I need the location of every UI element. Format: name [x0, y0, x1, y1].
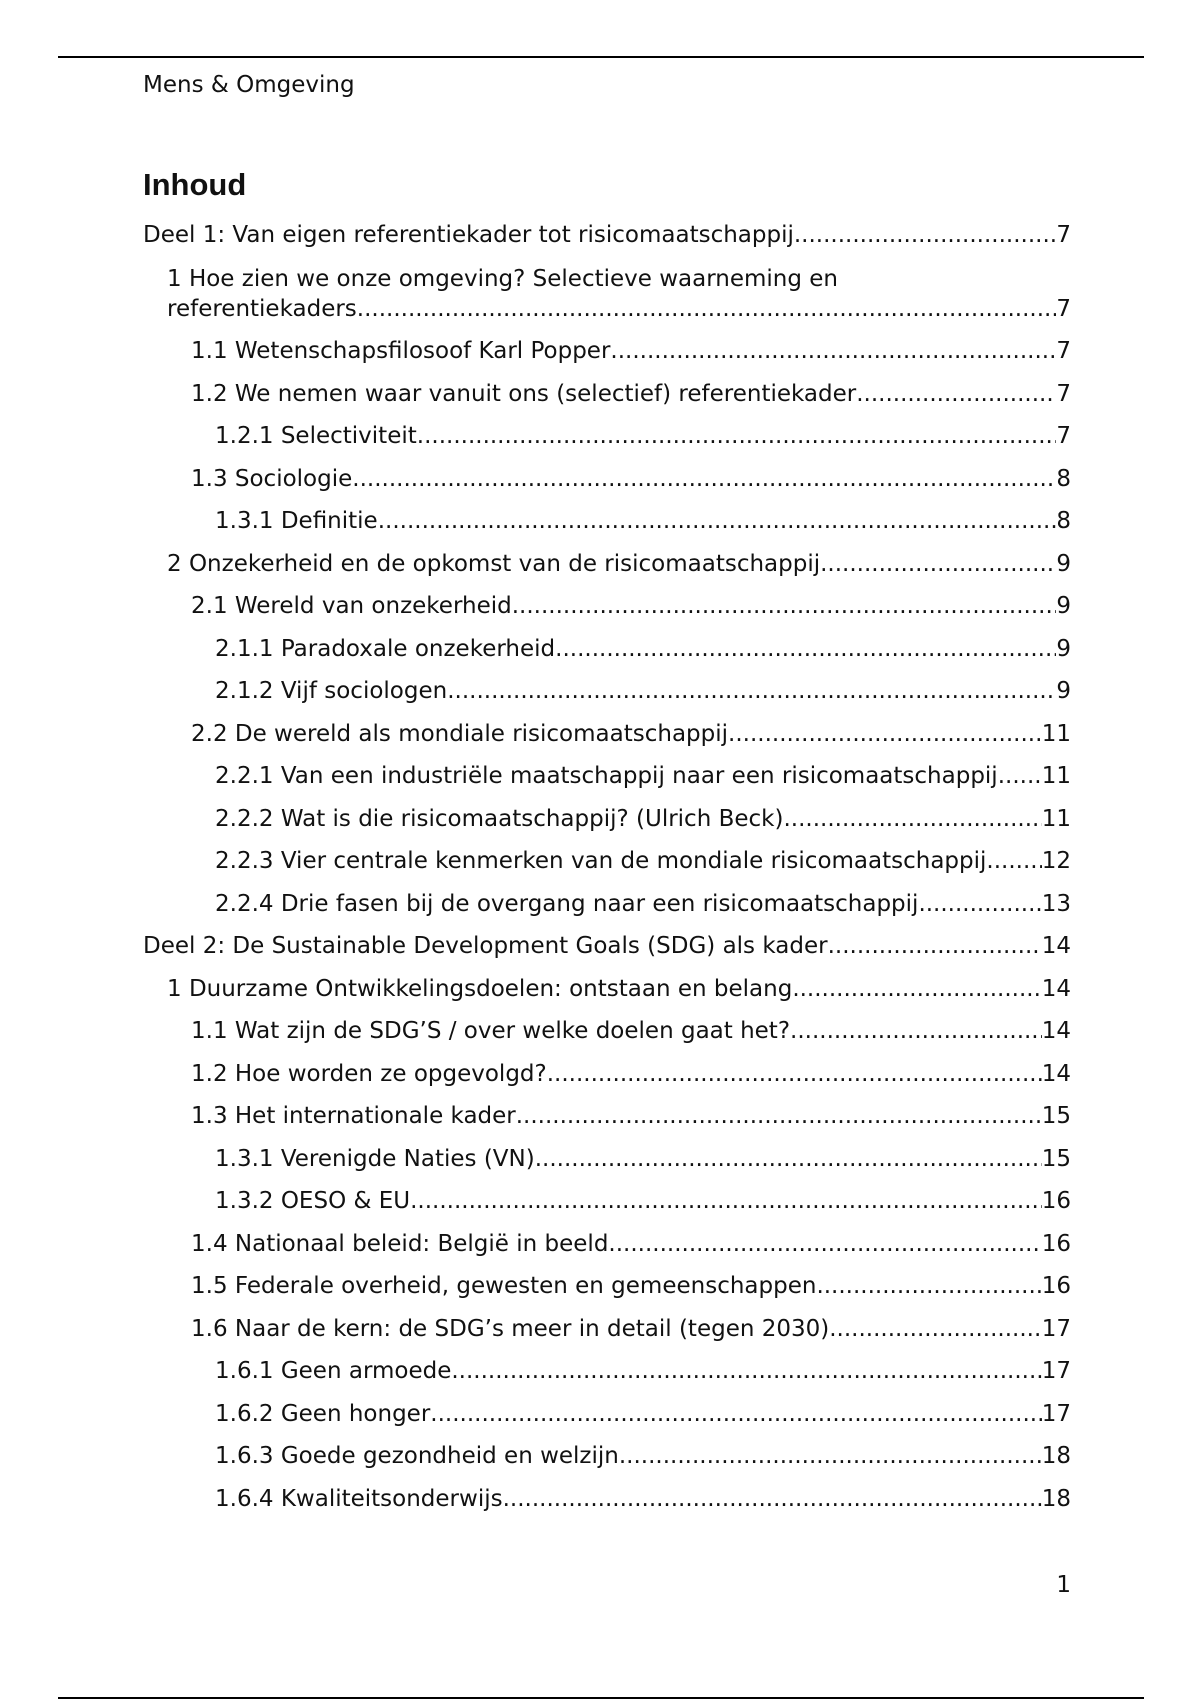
toc-dot-leader — [820, 549, 1056, 579]
toc-entry[interactable] — [143, 973, 1071, 1016]
toc-entry[interactable] — [143, 803, 1071, 846]
toc-entry[interactable] — [143, 1398, 1071, 1441]
toc-entry-text: 1.6.3 Goede gezondheid en welzijn — [215, 1443, 619, 1469]
toc-entry-page: 9 — [1056, 678, 1071, 704]
footer-rule — [58, 1697, 1144, 1699]
toc-entry[interactable] — [143, 846, 1071, 889]
toc-entry[interactable] — [143, 888, 1071, 931]
toc-dot-leader — [516, 1101, 1042, 1131]
toc-entry-page: 7 — [1056, 423, 1071, 449]
toc-entry-text: 1.6 Naar de kern: de SDG’s meer in detail (tegen 2030) — [191, 1315, 830, 1342]
toc-entry-page: 14 — [1041, 975, 1071, 1002]
toc-entry-text: 1.6.2 Geen honger — [215, 1400, 431, 1427]
toc-entry-page: 16 — [1041, 1188, 1071, 1214]
header-rule — [58, 56, 1144, 58]
toc-entry-text: 1.3 Het internationale kader — [191, 1103, 516, 1129]
toc-entry-page: 12 — [1041, 848, 1071, 874]
toc-entry[interactable] — [143, 219, 1071, 262]
toc-entry-text: 1.2 Hoe worden ze opgevolgd? — [191, 1060, 547, 1087]
toc-entry[interactable] — [143, 1356, 1071, 1399]
toc-entry[interactable] — [143, 1058, 1071, 1101]
toc-entry-text: 1.2 We nemen waar vanuit ons (selectief) referentiekader — [191, 380, 857, 407]
toc-dot-leader — [610, 336, 1056, 366]
toc-entry-page: 9 — [1056, 550, 1071, 577]
toc-entry[interactable] — [143, 463, 1071, 506]
toc-entry-page: 16 — [1041, 1273, 1071, 1299]
toc-entry-text: 1.5 Federale overheid, gewesten en gemeenschappen — [191, 1273, 817, 1299]
toc-entry[interactable] — [143, 591, 1071, 634]
toc-entry-page: 15 — [1041, 1103, 1071, 1129]
toc-entry[interactable] — [143, 1271, 1071, 1314]
toc-entry-page: 7 — [1056, 221, 1071, 248]
toc-entry-page: 16 — [1041, 1230, 1071, 1257]
toc-dot-leader — [535, 1144, 1042, 1174]
toc-dot-leader — [918, 889, 1041, 919]
toc-entry-text: 1.4 Nationaal beleid: België in beeld — [191, 1230, 609, 1257]
toc-entry-text: 1.3.2 OESO & EU — [215, 1188, 411, 1214]
toc-dot-leader — [430, 1399, 1041, 1429]
toc-entry-page: 7 — [1056, 295, 1071, 322]
toc-entry[interactable] — [143, 506, 1071, 549]
toc-entry-text: 2.1.2 Vijf sociologen — [215, 678, 448, 704]
toc-entry[interactable] — [143, 1483, 1071, 1526]
toc-entry-page: 14 — [1041, 933, 1071, 959]
toc-dot-leader — [998, 761, 1042, 791]
toc-dot-leader — [829, 1314, 1041, 1344]
toc-dot-leader — [994, 846, 1042, 876]
toc-entry[interactable] — [143, 1441, 1071, 1484]
toc-entry[interactable] — [143, 676, 1071, 719]
toc-entry-text: 2.1.1 Paradoxale onzekerheid — [215, 635, 556, 662]
toc-dot-leader — [352, 464, 1056, 494]
toc-entry-text-continued: referentiekaders — [167, 295, 357, 322]
toc-entry[interactable] — [143, 1143, 1071, 1186]
toc-dot-leader — [794, 220, 1056, 250]
toc-entry-page: 11 — [1041, 763, 1071, 789]
toc-dot-leader — [378, 506, 1057, 536]
toc-entry[interactable] — [143, 931, 1071, 974]
toc-entry[interactable] — [143, 336, 1071, 379]
toc-dot-leader — [447, 676, 1056, 706]
toc-dot-leader — [816, 1271, 1041, 1301]
toc-dot-leader — [608, 1229, 1041, 1259]
toc-entry[interactable] — [143, 378, 1071, 421]
toc-entry[interactable] — [143, 1101, 1071, 1144]
toc-dot-leader — [451, 1356, 1041, 1386]
toc-entry-page: 17 — [1041, 1358, 1071, 1384]
toc-dot-leader — [417, 421, 1057, 451]
toc-dot-leader — [856, 379, 1056, 409]
toc-entry[interactable] — [143, 548, 1071, 591]
toc-entry-text: 2.2 De wereld als mondiale risicomaatschappij — [191, 720, 729, 747]
toc-entry-page: 13 — [1041, 890, 1071, 917]
toc-entry[interactable] — [143, 1313, 1071, 1356]
toc-entry-page: 17 — [1041, 1315, 1071, 1342]
toc-entry[interactable] — [143, 421, 1071, 464]
toc-entry-page: 7 — [1056, 380, 1071, 407]
toc-entry[interactable] — [143, 262, 1071, 336]
toc-entry-page: 15 — [1041, 1145, 1071, 1172]
toc-dot-leader — [357, 294, 1057, 324]
toc-entry[interactable] — [143, 1186, 1071, 1229]
document-header-title: Mens & Omgeving — [143, 72, 355, 98]
toc-entry-page: 11 — [1041, 805, 1071, 832]
toc-entry-text: 2 Onzekerheid en de opkomst van de risicomaatschappij — [167, 550, 821, 577]
toc-entry[interactable] — [143, 1228, 1071, 1271]
toc-entry-page: 9 — [1056, 593, 1071, 619]
toc-entry-line — [167, 294, 1071, 324]
toc-entry-text: 1.1 Wetenschapsfilosoof Karl Popper — [191, 338, 611, 364]
toc-entry-text: 2.2.3 Vier centrale kenmerken van de mondiale risicomaatschappij. — [215, 848, 994, 874]
toc-dot-leader — [783, 804, 1041, 834]
toc-entry-page: 18 — [1041, 1485, 1071, 1512]
page-number: 1 — [1056, 1572, 1071, 1598]
toc-entry-text: 1 Hoe zien we onze omgeving? Selectieve waarneming en — [167, 265, 839, 292]
toc-dot-leader — [503, 1484, 1042, 1514]
toc-entry-text: 2.2.1 Van een industriële maatschappij naar een risicomaatschappij — [215, 763, 998, 789]
toc-entry[interactable] — [143, 718, 1071, 761]
toc-entry[interactable] — [143, 633, 1071, 676]
toc-entry-page: 9 — [1056, 635, 1071, 662]
toc-entry-text: 1.3.1 Verenigde Naties (VN) — [215, 1145, 535, 1172]
table-of-contents — [143, 219, 1071, 1526]
toc-dot-leader — [619, 1441, 1042, 1471]
toc-entry-text: 1.3 Sociologie — [191, 465, 353, 492]
toc-entry-page: 11 — [1041, 720, 1071, 747]
toc-entry-text: 1.6.4 Kwaliteitsonderwijs — [215, 1485, 503, 1512]
toc-dot-leader — [555, 634, 1056, 664]
toc-entry-text: Deel 2: De Sustainable Development Goals (SDG) als kader — [143, 933, 828, 959]
toc-entry-page: 14 — [1041, 1018, 1071, 1044]
toc-entry-page: 18 — [1041, 1443, 1071, 1469]
toc-entry[interactable] — [143, 761, 1071, 804]
toc-entry[interactable] — [143, 1016, 1071, 1059]
toc-entry-text: Deel 1: Van eigen referentiekader tot risicomaatschappij — [143, 221, 794, 248]
toc-dot-leader — [547, 1059, 1042, 1089]
toc-entry-page: 8 — [1056, 465, 1071, 492]
toc-entry-page: 7 — [1056, 338, 1071, 364]
toc-dot-leader — [792, 974, 1041, 1004]
toc-entry-text: 1.3.1 Definitie — [215, 508, 378, 534]
toc-entry-text: 1.2.1 Selectiviteit — [215, 423, 417, 449]
toc-entry-page: 17 — [1041, 1400, 1071, 1427]
toc-dot-leader — [828, 931, 1042, 961]
toc-dot-leader — [790, 1016, 1042, 1046]
toc-entry-text: 2.2.4 Drie fasen bij de overgang naar een risicomaatschappij — [215, 890, 919, 917]
toc-dot-leader — [728, 719, 1042, 749]
toc-heading: Inhoud — [143, 167, 247, 202]
toc-entry-page: 14 — [1041, 1060, 1071, 1087]
toc-entry-text: 2.2.2 Wat is die risicomaatschappij? (Ulrich Beck) — [215, 805, 784, 832]
toc-entry-text: 1 Duurzame Ontwikkelingsdoelen: ontstaan en belang — [167, 975, 793, 1002]
toc-entry-text: 1.6.1 Geen armoede — [215, 1358, 452, 1384]
toc-entry-page: 8 — [1056, 508, 1071, 534]
toc-entry-text: 2.1 Wereld van onzekerheid — [191, 593, 512, 619]
toc-entry-text: 1.1 Wat zijn de SDG’S / over welke doelen gaat het? — [191, 1018, 791, 1044]
toc-dot-leader — [410, 1186, 1042, 1216]
toc-dot-leader — [512, 591, 1057, 621]
